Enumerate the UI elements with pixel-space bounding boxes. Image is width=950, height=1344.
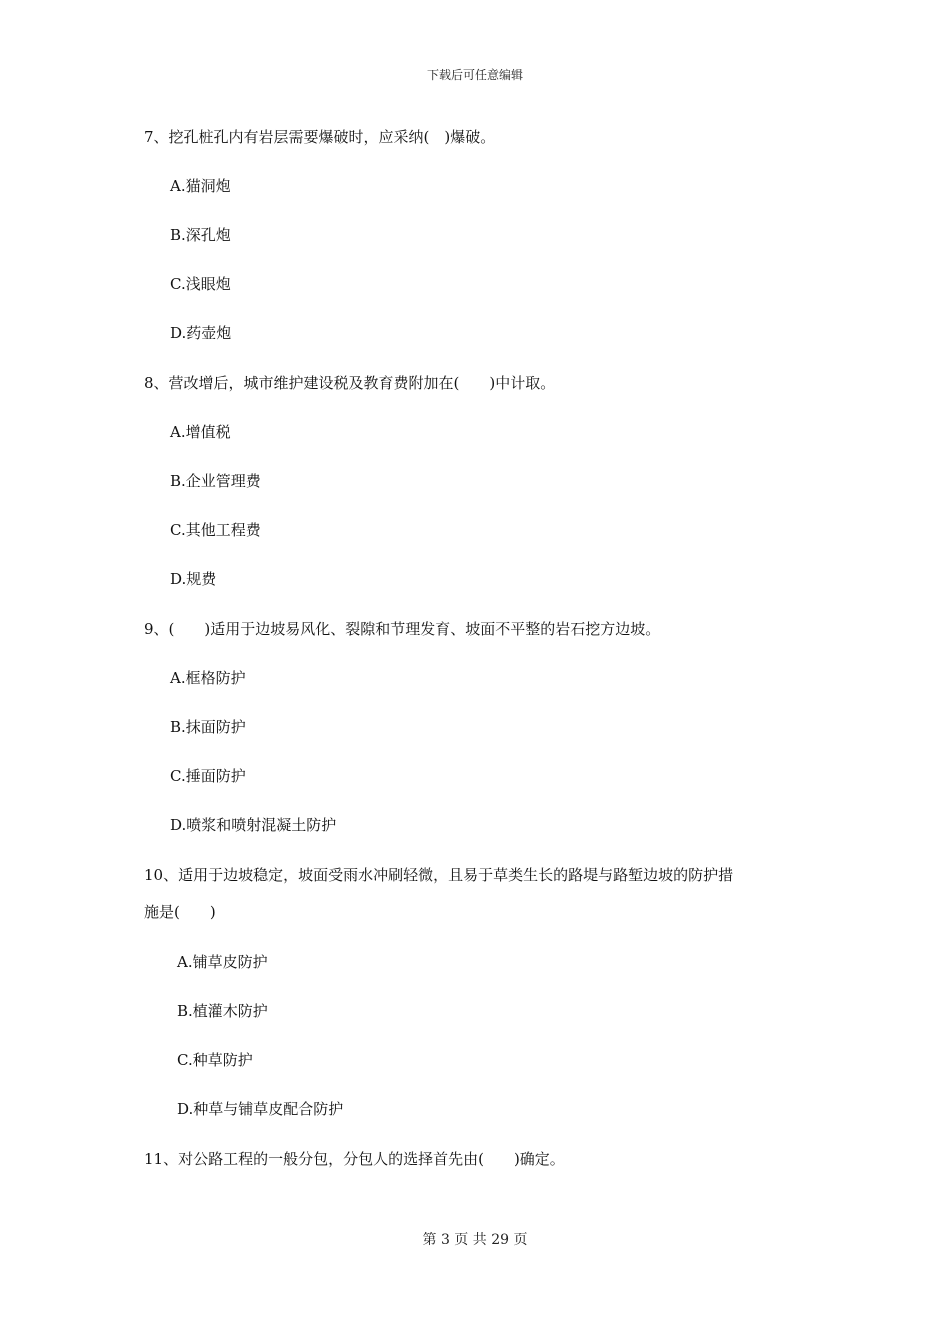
question-7-option-a: A.猫洞炮 xyxy=(170,177,231,195)
question-8-option-a: A.增值税 xyxy=(170,423,231,441)
question-8-stem: 8、营改增后，城市维护建设税及教育费附加在( )中计取。 xyxy=(144,374,556,392)
question-9-stem: 9、( )适用于边坡易风化、裂隙和节理发育、坡面不平整的岩石挖方边坡。 xyxy=(144,620,661,638)
question-10-option-b: B.植灌木防护 xyxy=(177,1002,268,1020)
question-8-option-d: D.规费 xyxy=(170,570,217,588)
question-10-stem-line2: 施是( ) xyxy=(144,903,216,921)
question-10-stem-line1: 10、适用于边坡稳定，坡面受雨水冲刷轻微，且易于草类生长的路堤与路堑边坡的防护措 xyxy=(144,866,734,884)
question-7-option-d: D.药壶炮 xyxy=(170,324,232,342)
question-7-option-c: C.浅眼炮 xyxy=(170,275,231,293)
question-11-stem: 11、对公路工程的一般分包，分包人的选择首先由( )确定。 xyxy=(144,1150,565,1168)
question-10-option-a: A.铺草皮防护 xyxy=(177,953,268,971)
question-9-option-b: B.抹面防护 xyxy=(170,718,246,736)
question-9-option-a: A.框格防护 xyxy=(170,669,246,687)
question-9-option-c: C.捶面防护 xyxy=(170,767,246,785)
question-7-stem: 7、挖孔桩孔内有岩层需要爆破时，应采纳( )爆破。 xyxy=(144,128,496,146)
page-footer: 第 3 页 共 29 页 xyxy=(422,1232,528,1248)
question-8-option-c: C.其他工程费 xyxy=(170,521,261,539)
page-header: 下载后可任意编辑 xyxy=(426,68,523,82)
question-7-option-b: B.深孔炮 xyxy=(170,226,231,244)
question-8-option-b: B.企业管理费 xyxy=(170,472,261,490)
question-9-option-d: D.喷浆和喷射混凝土防护 xyxy=(170,816,337,834)
question-10-option-d: D.种草与铺草皮配合防护 xyxy=(177,1100,344,1118)
question-10-option-c: C.种草防护 xyxy=(177,1051,253,1069)
